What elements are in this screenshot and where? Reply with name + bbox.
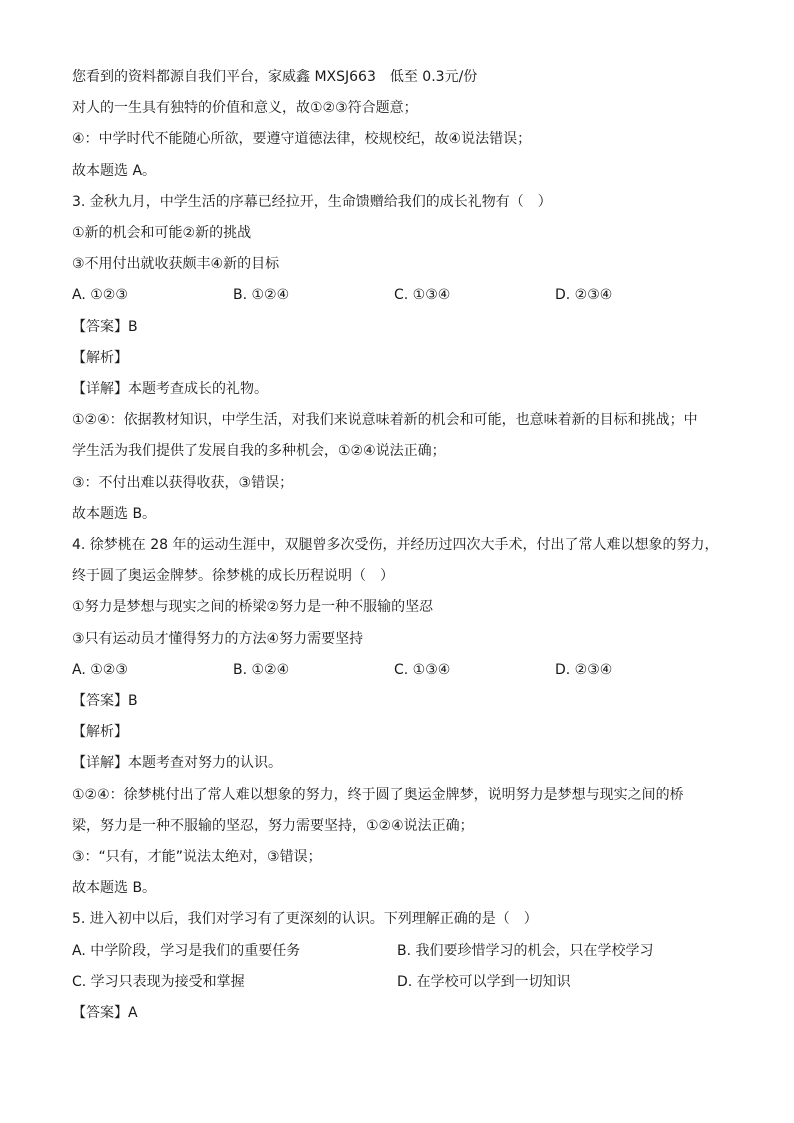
question-4-items: ③只有运动员才懂得努力的方法④努力需要坚持 [72, 630, 364, 647]
analysis-label: 【解析】 [72, 724, 128, 741]
question-3-stem: 3. 金秋九月，中学生活的序幕已经拉开，生命馈赠给我们的成长礼物有（ ） [72, 193, 552, 210]
watermark-header: 您看到的资料都源自我们平台，家威鑫 MXSJ663 低至 0.3元/份 [72, 69, 478, 85]
option-d: D. ②③④ [555, 287, 613, 304]
question-5-options [72, 936, 732, 967]
analysis-label: 【解析】 [72, 349, 128, 366]
option-a: A. ①②③ [72, 661, 128, 678]
question-3-options [72, 280, 732, 311]
option-b: B. 我们要珍惜学习的机会，只在学校学习 [397, 942, 654, 959]
answer-label: 【答案】A [72, 1005, 138, 1022]
question-3-items: ③不用付出就收获颇丰④新的目标 [72, 256, 280, 273]
question-4-options [72, 655, 732, 686]
option-c: C. 学习只表现为接受和掌握 [72, 973, 245, 990]
option-d: D. 在学校可以学到一切知识 [397, 973, 571, 990]
question-3-items: ①新的机会和可能②新的挑战 [72, 225, 252, 242]
option-a: A. ①②③ [72, 287, 128, 304]
question-4-items: ①努力是梦想与现实之间的桥梁②努力是一种不服输的坚忍 [72, 599, 434, 616]
conclusion-text: 故本题选 B。 [72, 880, 157, 897]
continued-text: 对人的一生具有独特的价值和意义，故①②③符合题意； [72, 100, 418, 117]
option-c: C. ①③④ [394, 661, 451, 678]
conclusion-text: 故本题选 B。 [72, 505, 157, 522]
answer-label: 【答案】B [72, 318, 138, 335]
continued-text: ④：中学时代不能随心所欲，要遵守道德法律，校规校纪，故④说法错误； [72, 131, 532, 148]
answer-label: 【答案】B [72, 693, 138, 710]
conclusion-text: 故本题选 A。 [72, 162, 157, 179]
explanation-text: 梁，努力是一种不服输的坚忍，努力需要坚持，①②④说法正确； [72, 817, 474, 834]
explanation-text: ③：不付出难以获得收获，③错误； [72, 474, 294, 491]
question-4-stem: 4. 徐梦桃在 28 年的运动生涯中，双腿曾多次受伤，并经历过四次大手术，付出了常人难以想象的努力， [72, 537, 719, 554]
question-4-stem: 终于圆了奥运金牌梦。徐梦桃的成长历程说明（ ） [72, 568, 394, 585]
option-b: B. ①②④ [233, 287, 290, 304]
option-b: B. ①②④ [233, 661, 290, 678]
explanation-text: ①②④：徐梦桃付出了常人难以想象的努力，终于圆了奥运金牌梦，说明努力是梦想与现实之间的桥 [72, 786, 684, 803]
option-d: D. ②③④ [555, 661, 613, 678]
explanation-text: 学生活为我们提供了发展自我的多种机会，①②④说法正确； [72, 443, 446, 460]
explanation-text: ①②④：依据教材知识，中学生活，对我们来说意味着新的机会和可能，也意味着新的目标和挑战；中 [72, 412, 698, 429]
question-5-options [72, 967, 732, 998]
document-page [72, 62, 732, 1029]
option-c: C. ①③④ [394, 287, 451, 304]
question-5-stem: 5. 进入初中以后，我们对学习有了更深刻的认识。下列理解正确的是（ ） [72, 911, 538, 928]
detail-text: 【详解】本题考查成长的礼物。 [72, 381, 268, 398]
explanation-text: ③：“只有，才能”说法太绝对，③错误； [72, 849, 322, 866]
detail-text: 【详解】本题考查对努力的认识。 [72, 755, 282, 772]
option-a: A. 中学阶段，学习是我们的重要任务 [72, 942, 301, 959]
